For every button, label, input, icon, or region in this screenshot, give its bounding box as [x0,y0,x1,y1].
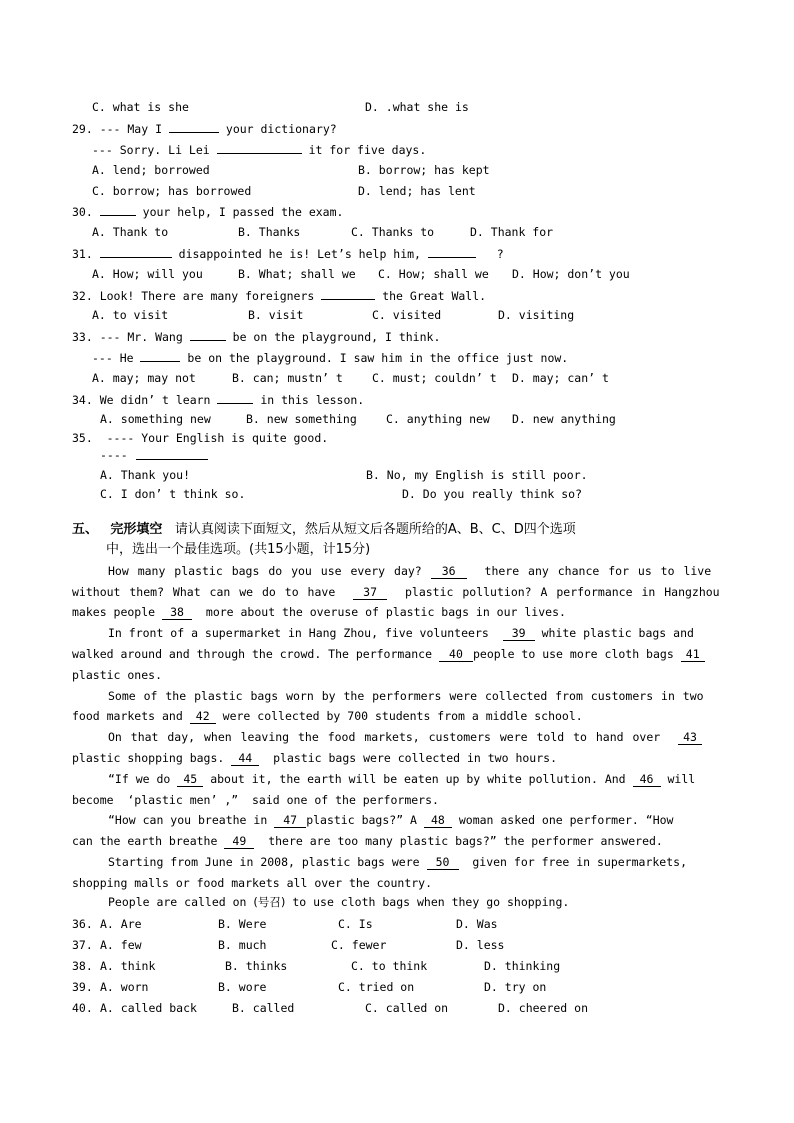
passage-line: Some of the plastic bags worn by the performers were collected from customers in two [108,689,704,703]
q29-stem-line2 [92,142,426,156]
q29-option-c: C. borrow; has borrowed [92,184,252,198]
q36-option-b: B. Were [218,917,267,931]
q32-option-a: A. to visit [92,308,169,322]
q35-stem-line1: 35. ---- Your English is quite good. [72,431,329,445]
q32-option-b: B. visit [248,308,304,322]
q31-blank-1 [100,246,172,258]
q36-option-c: C. Is [338,917,373,931]
q36-number: 36. [72,917,93,931]
q33-text-c: --- He [92,351,134,365]
passage-line: On that day, when leaving the food markets, customers were told to hand over 43 [108,730,702,744]
q31-option-b: B. What; shall we [238,267,356,281]
section-title: 完形填空 [110,522,163,537]
q33-option-d: D. may; can’ t [512,371,609,385]
q32-stem [72,288,486,302]
q33-text-b: be on the playground, I think. [232,330,441,344]
q40-option-b: B. called [232,1001,295,1015]
q29-blank-1 [169,121,219,133]
passage-line: makes people 38 more about the overuse of plastic bags in our lives. [72,605,566,619]
q31-stem [72,246,504,260]
q30-text: your help, I passed the exam. [142,205,344,219]
q30-option-b: B. Thanks [238,225,301,239]
blank-number: 48 [424,814,452,828]
q40-option-a: A. called back [100,1001,197,1015]
q29-text-c: --- Sorry. Li Lei [92,143,210,157]
q39-option-c: C. tried on [338,980,415,994]
passage-line: food markets and 42 were collected by 700 students from a middle school. [72,709,583,723]
blank-number: 44 [231,752,259,766]
q38-option-d: D. thinking [484,959,561,973]
q36-option-d: D. Was [456,917,498,931]
section-heading [72,521,576,539]
q29-text-a: 29. --- May I [72,122,163,136]
q37-number: 37. [72,938,93,952]
q34-option-a: A. something new [100,412,211,426]
q39-number: 39. [72,980,93,994]
passage-line: “If we do 45 about it, the earth will be eaten up by white pollution. And 46 will [108,772,696,786]
q31-qmark: ? [496,247,504,261]
q35-option-b: B. No, my English is still poor. [366,468,588,482]
passage-line: walked around and through the crowd. The performance 40 people to use more cloth bags 41 [72,647,705,661]
q32-text-b: the Great Wall. [382,289,487,303]
q34-stem [72,392,364,406]
q33-option-b: B. can; mustn’ t [232,371,343,385]
passage-line: shopping malls or food markets all over the country. [72,876,433,890]
q30-option-d: D. Thank for [470,225,554,239]
q32-text-a: 32. Look! There are many foreigners [72,289,315,303]
blank-number: 37 [353,586,387,600]
q38-option-b: B. thinks [225,959,288,973]
q29-option-d: D. lend; has lent [358,184,476,198]
q29-option-b: B. borrow; has kept [358,163,490,177]
q33-blank-2 [140,350,180,362]
q37-option-c: C. fewer [331,938,387,952]
q31-number: 31. [72,247,93,261]
q29-text-d: it for five days. [308,143,427,157]
q34-text-a: 34. We didn’ t learn [72,393,211,407]
q40-number: 40. [72,1001,93,1015]
blank-number: 46 [633,773,661,787]
q31-option-c: C. How; shall we [378,267,489,281]
q33-text-a: 33. --- Mr. Wang [72,330,183,344]
q34-option-b: B. new something [246,412,357,426]
q30-number: 30. [72,205,93,219]
q33-option-a: A. may; may not [92,371,196,385]
q31-option-a: A. How; will you [92,267,203,281]
q35-stem-line2 [100,448,128,462]
q33-text-d: be on the playground. I saw him in the office just now. [187,351,569,365]
q35-dashes: ---- [100,448,128,462]
blank-number: 36 [431,565,467,579]
q31-blank-2 [428,246,476,258]
blank-number: 50 [427,856,459,870]
passage-line: Starting from June in 2008, plastic bags were 50 given for free in supermarkets, [108,855,687,869]
q34-option-c: C. anything new [386,412,490,426]
q35-option-d: D. Do you really think so? [402,487,583,501]
blank-number: 38 [162,606,192,620]
q35-option-a: A. Thank you! [100,468,191,482]
blank-number: 42 [190,710,216,724]
q32-option-c: C. visited [372,308,442,322]
passage-line: “How can you breathe in 47 plastic bags?” A 48 woman asked one performer. “How [108,813,674,827]
q33-stem-line1 [72,329,440,343]
passage-line: plastic shopping bags. 44 plastic bags were collected in two hours. [72,751,557,765]
q37-option-d: D. less [456,938,505,952]
q38-option-a: A. think [100,959,156,973]
q34-text-b: in this lesson. [260,393,365,407]
q30-option-a: A. Thank to [92,225,169,239]
q30-stem [72,204,343,218]
q40-option-c: C. called on [365,1001,449,1015]
passage-line: In front of a supermarket in Hang Zhou, five volunteers 39 white plastic bags and [108,626,694,640]
q28-option-d: D. .what she is [365,100,469,114]
q40-option-d: D. cheered on [498,1001,589,1015]
q35-blank [136,459,208,460]
blank-number: 47 [274,814,306,828]
passage-line: How many plastic bags do you use every day? 36 there any chance for us to live [108,564,712,578]
q38-number: 38. [72,959,93,973]
section-instructions-2: 中，选出一个最佳选项。(共15小题，计15分) [106,542,371,557]
passage-line: plastic ones. [72,668,163,682]
q35-option-c: C. I don’ t think so. [100,487,246,501]
q33-stem-line2 [92,350,568,364]
q29-option-a: A. lend; borrowed [92,163,210,177]
q39-option-d: D. try on [484,980,547,994]
blank-number: 49 [224,835,254,849]
q34-option-d: D. new anything [512,412,616,426]
passage-line: become ‘plastic men’ ,” said one of the performers. [72,793,439,807]
q32-option-d: D. visiting [498,308,575,322]
q29-stem-line1 [72,121,337,135]
q33-blank-1 [190,329,226,341]
q36-option-a: A. Are [100,917,142,931]
q29-text-b: your dictionary? [225,122,337,136]
q30-option-c: C. Thanks to [351,225,435,239]
passage-line: can the earth breathe 49 there are too many plastic bags?” the performer answered. [72,834,663,848]
q32-blank [321,288,375,300]
q39-option-a: A. worn [100,980,149,994]
q31-option-d: D. How; don’t you [512,267,630,281]
q33-option-c: C. must; couldn’ t [372,371,497,385]
blank-number: 40 [439,648,473,662]
blank-number: 45 [177,773,203,787]
passage-line: without them? What can we do to have 37 plastic pollution? A performance in Hangzhou [72,585,720,599]
q31-text: disappointed he is! Let’s help him, [178,247,421,261]
q29-blank-2 [217,142,302,154]
blank-number: 39 [503,627,535,641]
q39-option-b: B. wore [218,980,267,994]
section-number: 五、 [72,522,99,537]
blank-number: 41 [681,648,705,662]
q28-option-c: C. what is she [92,100,189,114]
q37-option-b: B. much [218,938,267,952]
passage-line: People are called on (号召) to use cloth bags when they go shopping. [108,895,570,909]
blank-number: 43 [678,731,702,745]
q38-option-c: C. to think [351,959,428,973]
q34-blank [217,392,253,404]
q37-option-a: A. few [100,938,142,952]
section-instructions-1: 请认真阅读下面短文，然后从短文后各题所给的A、B、C、D四个选项 [174,522,576,537]
q30-blank [100,204,136,216]
